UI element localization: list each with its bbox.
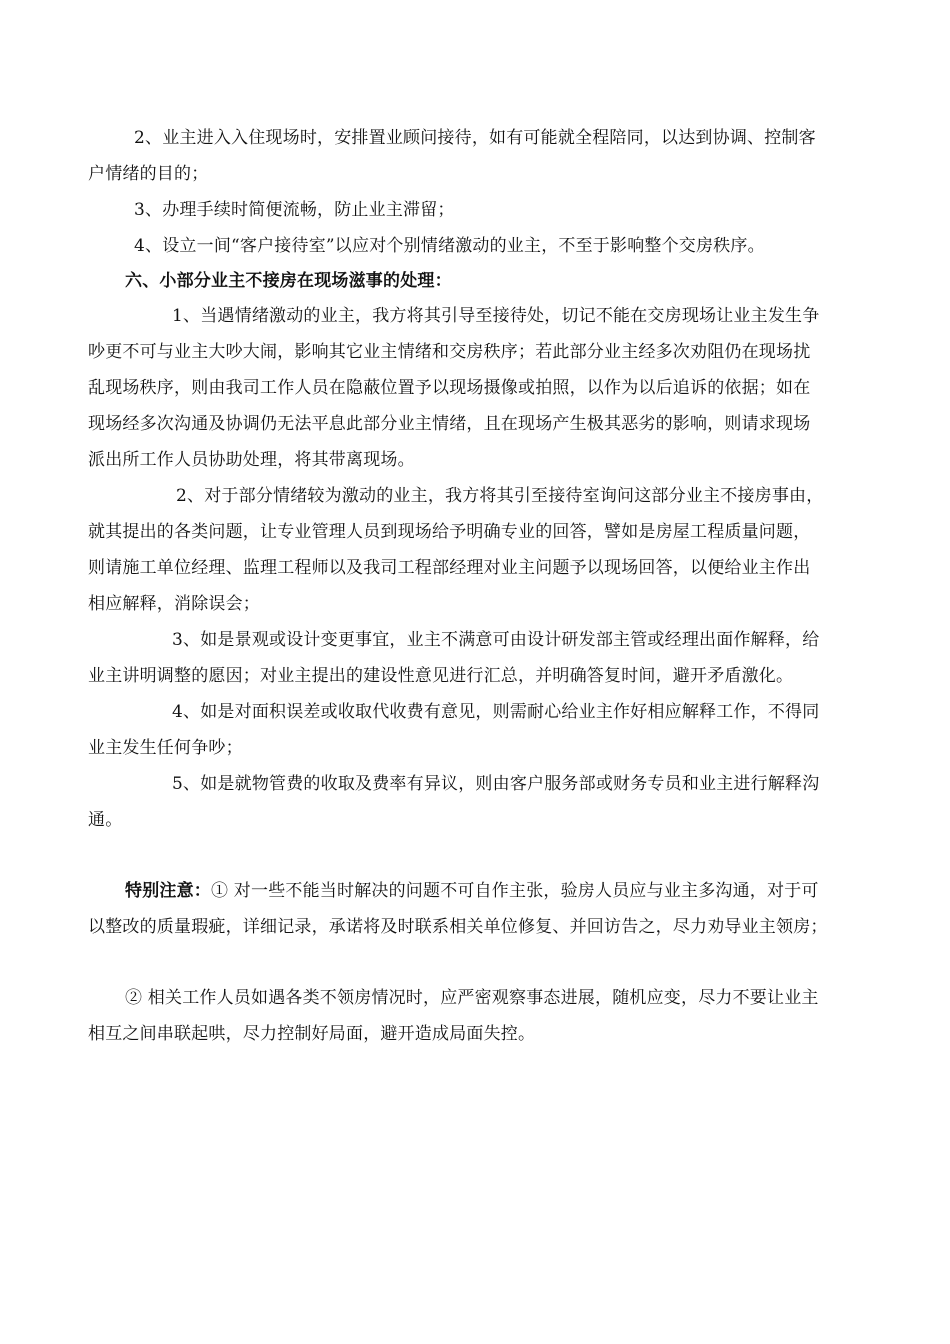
paragraph-line: 吵更不可与业主大吵大闹，影响其它业主情绪和交房秩序；若此部分业主经多次劝阻仍在现场扰 [88, 342, 811, 362]
section-heading: 六、小部分业主不接房在现场滋事的处理： [125, 271, 452, 291]
paragraph-line: 派出所工作人员协助处理，将其带离现场。 [88, 450, 415, 470]
paragraph-line: 相应解释，消除误会； [88, 594, 260, 614]
paragraph-line: 现场经多次沟通及协调仍无法平息此部分业主情绪，且在现场产生极其恶劣的影响，则请求现场 [88, 414, 811, 434]
paragraph-line: 就其提出的各类问题，让专业管理人员到现场给予明确专业的回答，譬如是房屋工程质量问题， [88, 522, 811, 542]
paragraph-line: 3、办理手续时简便流畅，防止业主滞留； [134, 200, 455, 220]
paragraph-line: 户情绪的目的； [88, 164, 209, 184]
paragraph-line: 以整改的质量瑕疵，详细记录，承诺将及时联系相关单位修复、并回访告之，尽力劝导业主领房； [88, 917, 828, 937]
paragraph-line: 3、如是景观或设计变更事宜，业主不满意可由设计研发部主管或经理出面作解释，给 [172, 630, 820, 650]
paragraph-line: 业主讲明调整的愿因；对业主提出的建设性意见进行汇总，并明确答复时间，避开矛盾激化。 [88, 666, 794, 686]
paragraph-line: ② 相关工作人员如遇各类不领房情况时，应严密观察事态进展，随机应变，尽力不要让业主 [125, 988, 819, 1008]
paragraph-line: 2、业主进入入住现场时，安排置业顾问接待，如有可能就全程陪同，以达到协调、控制客 [134, 128, 816, 148]
paragraph-line: 相互之间串联起哄，尽力控制好局面，避开造成局面失控。 [88, 1024, 536, 1044]
paragraph-line: 4、如是对面积误差或收取代收费有意见，则需耐心给业主作好相应解释工作，不得同 [172, 702, 820, 722]
paragraph-line: 乱现场秩序，则由我司工作人员在隐蔽位置予以现场摄像或拍照，以作为以后追诉的依据；如在 [88, 378, 811, 398]
special-note-label: 特别注意： [125, 881, 211, 901]
paragraph-line: 业主发生任何争吵； [88, 738, 243, 758]
paragraph-line: 4、设立一间“客户接待室”以应对个别情绪激动的业主，不至于影响整个交房秩序。 [134, 236, 765, 256]
paragraph-line: 则请施工单位经理、监理工程师以及我司工程部经理对业主问题予以现场回答，以便给业主作出 [88, 558, 811, 578]
special-note-line [125, 880, 819, 902]
paragraph-line: 5、如是就物管费的收取及费率有异议，则由客户服务部或财务专员和业主进行解释沟 [172, 774, 820, 794]
paragraph-line: 2、对于部分情绪较为激动的业主，我方将其引至接待室询问这部分业主不接房事由， [176, 486, 824, 506]
special-note-text: ① 对一些不能当时解决的问题不可自作主张，验房人员应与业主多沟通，对于可 [211, 881, 819, 901]
paragraph-line: 通。 [88, 810, 123, 830]
paragraph-line: 1、当遇情绪激动的业主，我方将其引导至接待处，切记不能在交房现场让业主发生争 [172, 306, 820, 326]
